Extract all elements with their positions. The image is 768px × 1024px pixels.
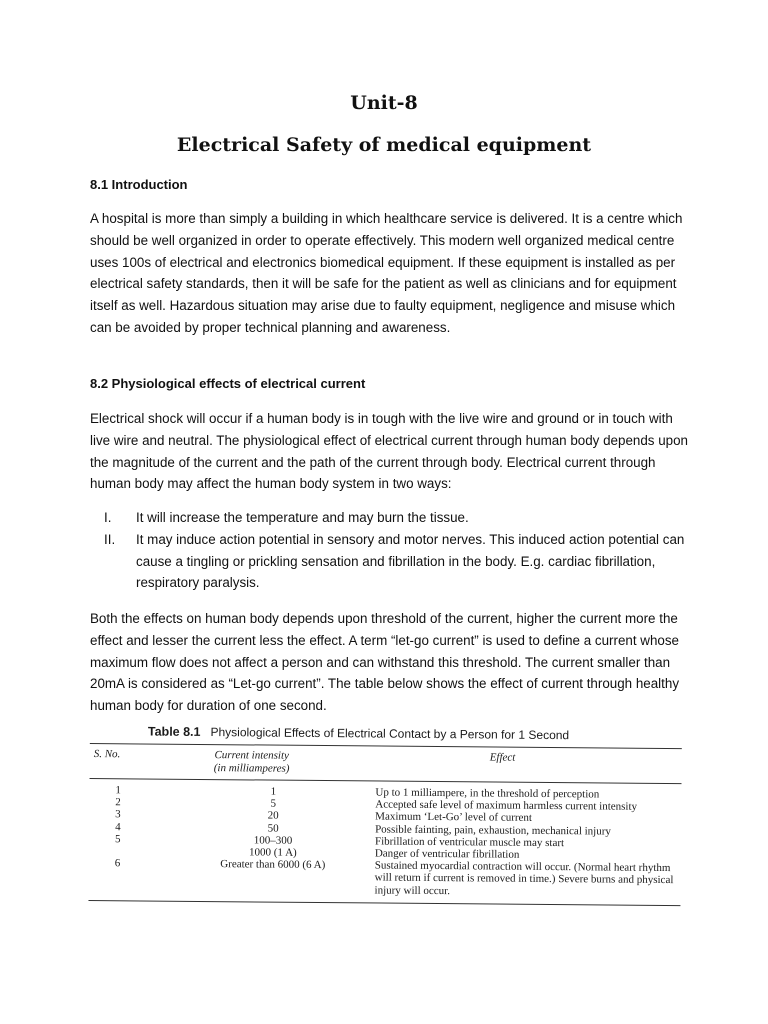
header-current-label: Current intensity: [214, 749, 290, 762]
list-item-text: It will increase the temperature and may burn the tissue.: [136, 510, 469, 525]
cell-sno: [89, 845, 185, 858]
cell-current: 50: [267, 822, 279, 835]
cell-current: 5: [270, 797, 277, 810]
table-row: [88, 857, 680, 905]
physiological-paragraph: Electrical shock will occur if a human body is in tough with the live wire and ground or in touch with live wire and neutral. The physiological effect of electrical current through human body depends upon the magnitude of the current and the path of the current through body. Electrical current through human body may affect the human body system in two ways:: [90, 411, 688, 492]
table-caption-text: Physiological Effects of Electrical Contact by a Person for 1 Second: [210, 725, 570, 743]
cell-effect: Accepted safe level of maximum harmless current intensity: [375, 798, 638, 813]
cell-current: 20: [267, 809, 279, 823]
document-title: Electrical Safety of medical equipment: [176, 134, 592, 156]
cell-sno: 2: [115, 796, 121, 809]
header-sno: S. No.: [93, 748, 121, 761]
effects-table-body: [88, 779, 681, 905]
cell-current: 100–300: [253, 834, 293, 847]
unit-title: Unit-8: [350, 92, 418, 114]
cell-current: Greater than 6000 (6 A): [220, 858, 326, 872]
header-current-unit: (in milliamperes): [213, 762, 290, 775]
table-header-row: [90, 744, 682, 783]
list-item: [90, 507, 690, 529]
cell-sno: 3: [115, 808, 121, 821]
introduction-paragraph: A hospital is more than simply a building in which healthcare service is delivered. It is a centre which should be well organized in order to operate effectively. This modern well organized medical centre uses 100s of electrical and electronics biomedical equipment. If these equipment is installed as per electrical safety standards, then it will be safe for the patient as well as clinicians and for equipment itself as well. Hazardous situation may arise due to faulty equipment, negligence and misuse which can be avoided by proper technical planning and awareness.: [90, 211, 683, 335]
section-heading-introduction: 8.1 Introduction: [90, 177, 188, 192]
cell-effect: Maximum ‘Let-Go’ level of current: [375, 810, 533, 825]
header-effect: Effect: [489, 751, 516, 764]
effects-table: [90, 744, 682, 783]
cell-effect: Up to 1 milliampere, in the threshold of perception: [375, 786, 600, 801]
effects-list: [90, 507, 690, 594]
cell-sno: 5: [114, 833, 121, 846]
cell-sno: 6: [114, 857, 121, 870]
threshold-paragraph: Both the effects on human body depends upon threshold of the current, higher the current more the effect and lesser the current less the effect. A term “let-go current” is used to define a current whose maximum flow does not affect a person and can withstand this threshold. The current smaller than 20mA is considered as “Let-go current”. The table below shows the effect of current through healthy human body for duration of one second.: [90, 611, 680, 714]
cell-sno: 4: [115, 820, 121, 833]
cell-effect: Fibrillation of ventricular muscle may start: [374, 835, 565, 849]
list-item-number: II.: [104, 531, 116, 547]
cell-effect: Danger of ventricular fibrillation: [374, 847, 520, 861]
cell-current: 1000 (1 A): [248, 846, 297, 859]
table-caption: [148, 725, 682, 744]
header-current: [164, 745, 340, 781]
cell-current: 1: [270, 785, 277, 798]
list-item-text: It may induce action potential in sensory and motor nerves. This induced action potential can cause a tingling or prickling sensation and fibrillation in the body. E.g. cardiac fibrillation, respiratory paralysis.: [136, 531, 685, 591]
cell-sno: 1: [115, 784, 121, 797]
cell-effect: Possible fainting, pain, exhaustion, mechanical injury: [375, 823, 611, 838]
cell-effect: Sustained myocardial contraction will occur. (Normal heart rhythm will return if current is removed in time.) Severe burns and physical injury will occur.: [374, 859, 674, 897]
table-label: Table 8.1: [147, 724, 201, 739]
section-heading-physiological-effects: 8.2 Physiological effects of electrical current: [90, 376, 366, 391]
effects-table-image: [88, 724, 682, 906]
list-item: [90, 529, 690, 594]
list-item-number: I.: [104, 510, 112, 525]
